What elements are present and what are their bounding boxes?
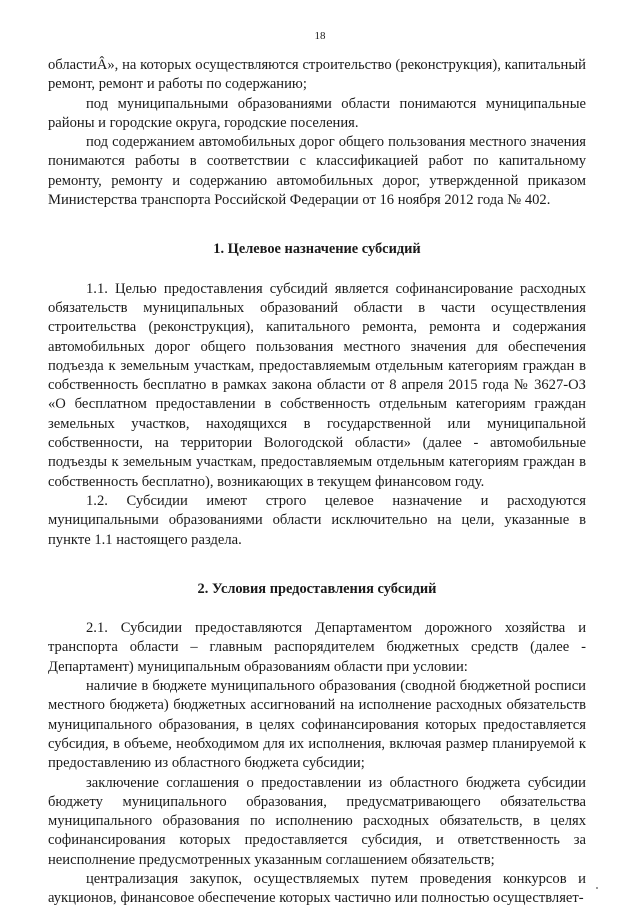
paragraph-1-2: 1.2. Субсидии имеют строго целевое назначение и расходуются муниципальными образованиями области исключительно на цели, указанные в пункте 1.1 настоящего раздела.	[48, 492, 586, 548]
paragraph-condition-procurement: централизация закупок, осуществляемых путем проведения конкурсов и аукционов, финансовое обеспечение которых частично или полностью осуществляет-	[48, 870, 586, 907]
paragraph-1-1: 1.1. Целью предоставления субсидий является софинансирование расходных обязательств муниципальных образований области в части осуществления строительства (реконструкция), капитального ремонта, ремонта и содержания автомобильных дорог общего пользования местного значения для обеспечения подъезда к земельным участкам, предоставляемым отдельным категориям граждан в собственность бесплатно в рамках закона области от 8 апреля 2015 года № 3627-ОЗ «О бесплатном предоставлении в собственность отдельным категориям граждан земельных участков, находящихся в государственной или муниципальной собственности, на территории Вологодской области» (далее - автомобильные подъезды к земельным участкам, предоставляемым отдельным категориям граждан в собственность бесплатно), возникающих в текущем финансовом году.	[48, 280, 586, 490]
paragraph-municipal-definition: под муниципальными образованиями области понимаются муниципальные районы и городские округа, городские поселения.	[48, 95, 586, 131]
paragraph-condition-budget: наличие в бюджете муниципального образования (сводной бюджетной росписи местного бюджета) бюджетных ассигнований на исполнение расходных обязательств муниципального образования, в целях софинансирования которых предоставляется субсидия, в объеме, необходимом для их исполнения, включая размер планируемой к предоставлению из областного бюджета субсидии;	[48, 678, 586, 772]
paragraph-intro-continuation: областиÂ», на которых осуществляются строительство (реконструкция), капитальный ремонт, ремонт и работы по содержанию;	[48, 57, 586, 93]
section-1-heading: 1. Целевое назначение субсидий	[213, 241, 421, 258]
document-body	[48, 56, 586, 909]
section-2-heading: 2. Условия предоставления субсидий	[197, 580, 437, 597]
paragraph-condition-agreement: заключение соглашения о предоставлении из областного бюджета субсидии бюджету муниципального образования, предусматривающего обязательства муниципального образования по исполнению расходных обязательств, в целях софинансирования которых предоставляется субсидия, и ответственность за неисполнение предусмотренных указанным соглашением обязательств;	[48, 774, 586, 868]
paragraph-2-1: 2.1. Субсидии предоставляются Департаментом дорожного хозяйства и транспорта области – главным распорядителем бюджетных средств (далее - Департамент) муниципальным образованиям области при условии:	[48, 620, 586, 675]
scan-mark	[596, 887, 598, 889]
paragraph-maintenance-definition: под содержанием автомобильных дорог общего пользования местного значения понимаются работы в соответствии с классификацией работ по капитальному ремонту, ремонту и содержанию автомобильных дорог, утвержденной приказом Министерства транспорта Российской Федерации от 16 ноября 2012 года № 402.	[48, 134, 586, 209]
page-number: 18	[314, 30, 326, 42]
